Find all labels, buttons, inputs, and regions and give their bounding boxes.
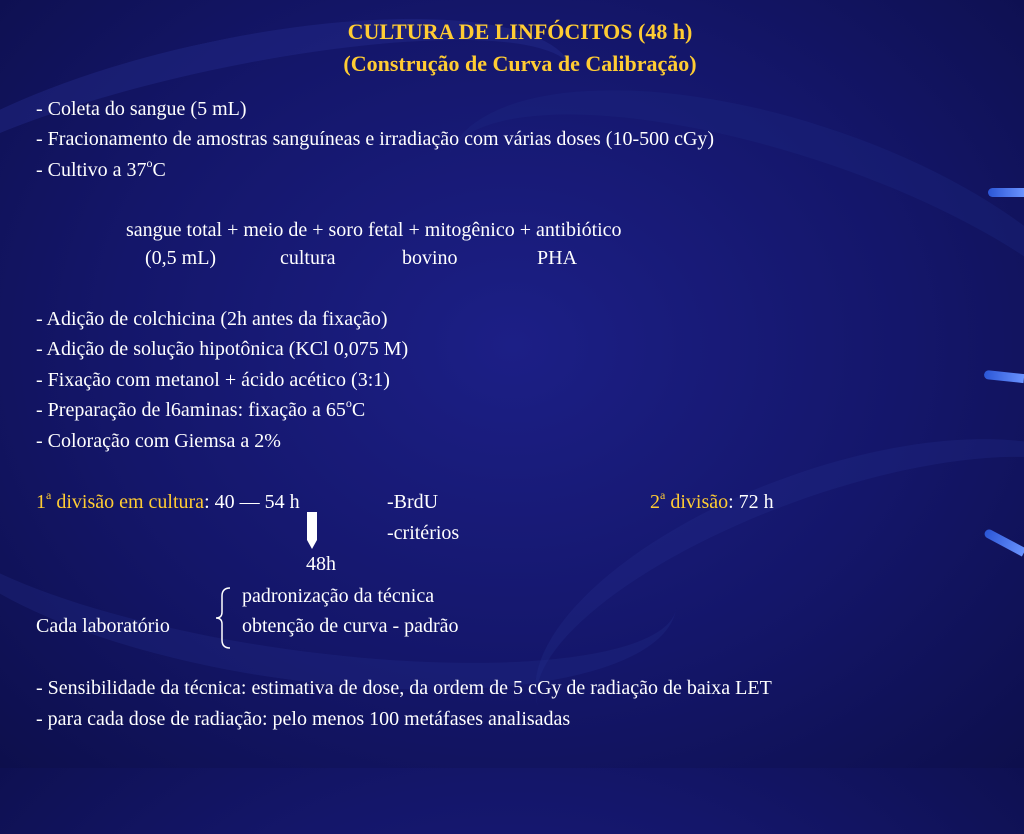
lab-item-obtencao: obtenção de curva - padrão <box>242 615 459 637</box>
brdu-label: -BrdU <box>387 491 439 513</box>
second-division-sup: a <box>660 488 666 503</box>
step-cultivo <box>36 157 166 183</box>
first-division-label: divisão em cultura <box>51 491 205 513</box>
cultivo-unit: C <box>152 159 166 181</box>
title-line-1: CULTURA DE LINFÓCITOS (48 h) <box>347 19 693 44</box>
step-colchicina: - Adição de colchicina (2h antes da fixação) <box>36 308 388 330</box>
first-division <box>36 489 300 515</box>
brace-icon <box>214 586 234 650</box>
lab-label: Cada laboratório <box>36 615 170 637</box>
mixture-sub-bovino: bovino <box>402 247 458 269</box>
cultivo-degree: o <box>146 156 153 171</box>
step-fixacao: - Fixação com metanol + ácido acético (3:1) <box>36 369 390 391</box>
arrow-label-48h: 48h <box>306 553 336 575</box>
step-coleta: - Coleta do sangue (5 mL) <box>36 98 247 120</box>
first-division-num: 1 <box>36 491 46 513</box>
edge-bar-1 <box>988 188 1024 197</box>
preparacao-degree: o <box>345 396 352 411</box>
step-preparacao <box>36 397 365 423</box>
down-arrow-icon <box>304 512 320 550</box>
lab-item-padronizacao: padronização da técnica <box>242 585 435 607</box>
first-division-value: : 40 — 54 h <box>204 491 300 513</box>
edge-bar-3 <box>983 528 1024 557</box>
step-sensibilidade: - Sensibilidade da técnica: estimativa de dose, da ordem de 5 cGy de radiação de baixa LET <box>36 677 772 699</box>
preparacao-unit: C <box>351 399 366 421</box>
mixture-sub-cultura: cultura <box>280 247 336 269</box>
step-hipotonica: - Adição de solução hipotônica (KCl 0,075 M) <box>36 338 409 360</box>
cultivo-text: - Cultivo a 37 <box>36 159 147 181</box>
second-division-num: 2 <box>650 491 660 513</box>
criterios-label: -critérios <box>387 522 460 544</box>
title-line-2: (Construção de Curva de Calibração) <box>343 51 697 76</box>
step-metafases: - para cada dose de radiação: pelo menos 100 metáfases analisadas <box>36 708 571 730</box>
step-coloracao: - Coloração com Giemsa a 2% <box>36 430 281 452</box>
mixture-line: sangue total + meio de + soro fetal + mitogênico + antibiótico <box>126 219 622 241</box>
preparacao-text: - Preparação de l6aminas: fixação a 65 <box>36 399 346 421</box>
second-division <box>650 489 774 515</box>
first-division-sup: a <box>46 488 52 503</box>
background-swoosh-4 <box>493 372 1024 834</box>
step-fracionamento: - Fracionamento de amostras sanguíneas e irradiação com várias doses (10-500 cGy) <box>36 128 715 150</box>
mixture-sub-pha: PHA <box>537 247 578 269</box>
second-division-label: divisão <box>665 491 729 513</box>
second-division-value: : 72 h <box>728 491 774 513</box>
edge-bar-2 <box>984 370 1024 383</box>
mixture-sub-volume: (0,5 mL) <box>145 247 217 269</box>
background-swoosh-2 <box>402 19 1024 515</box>
slide-title <box>0 16 1024 80</box>
